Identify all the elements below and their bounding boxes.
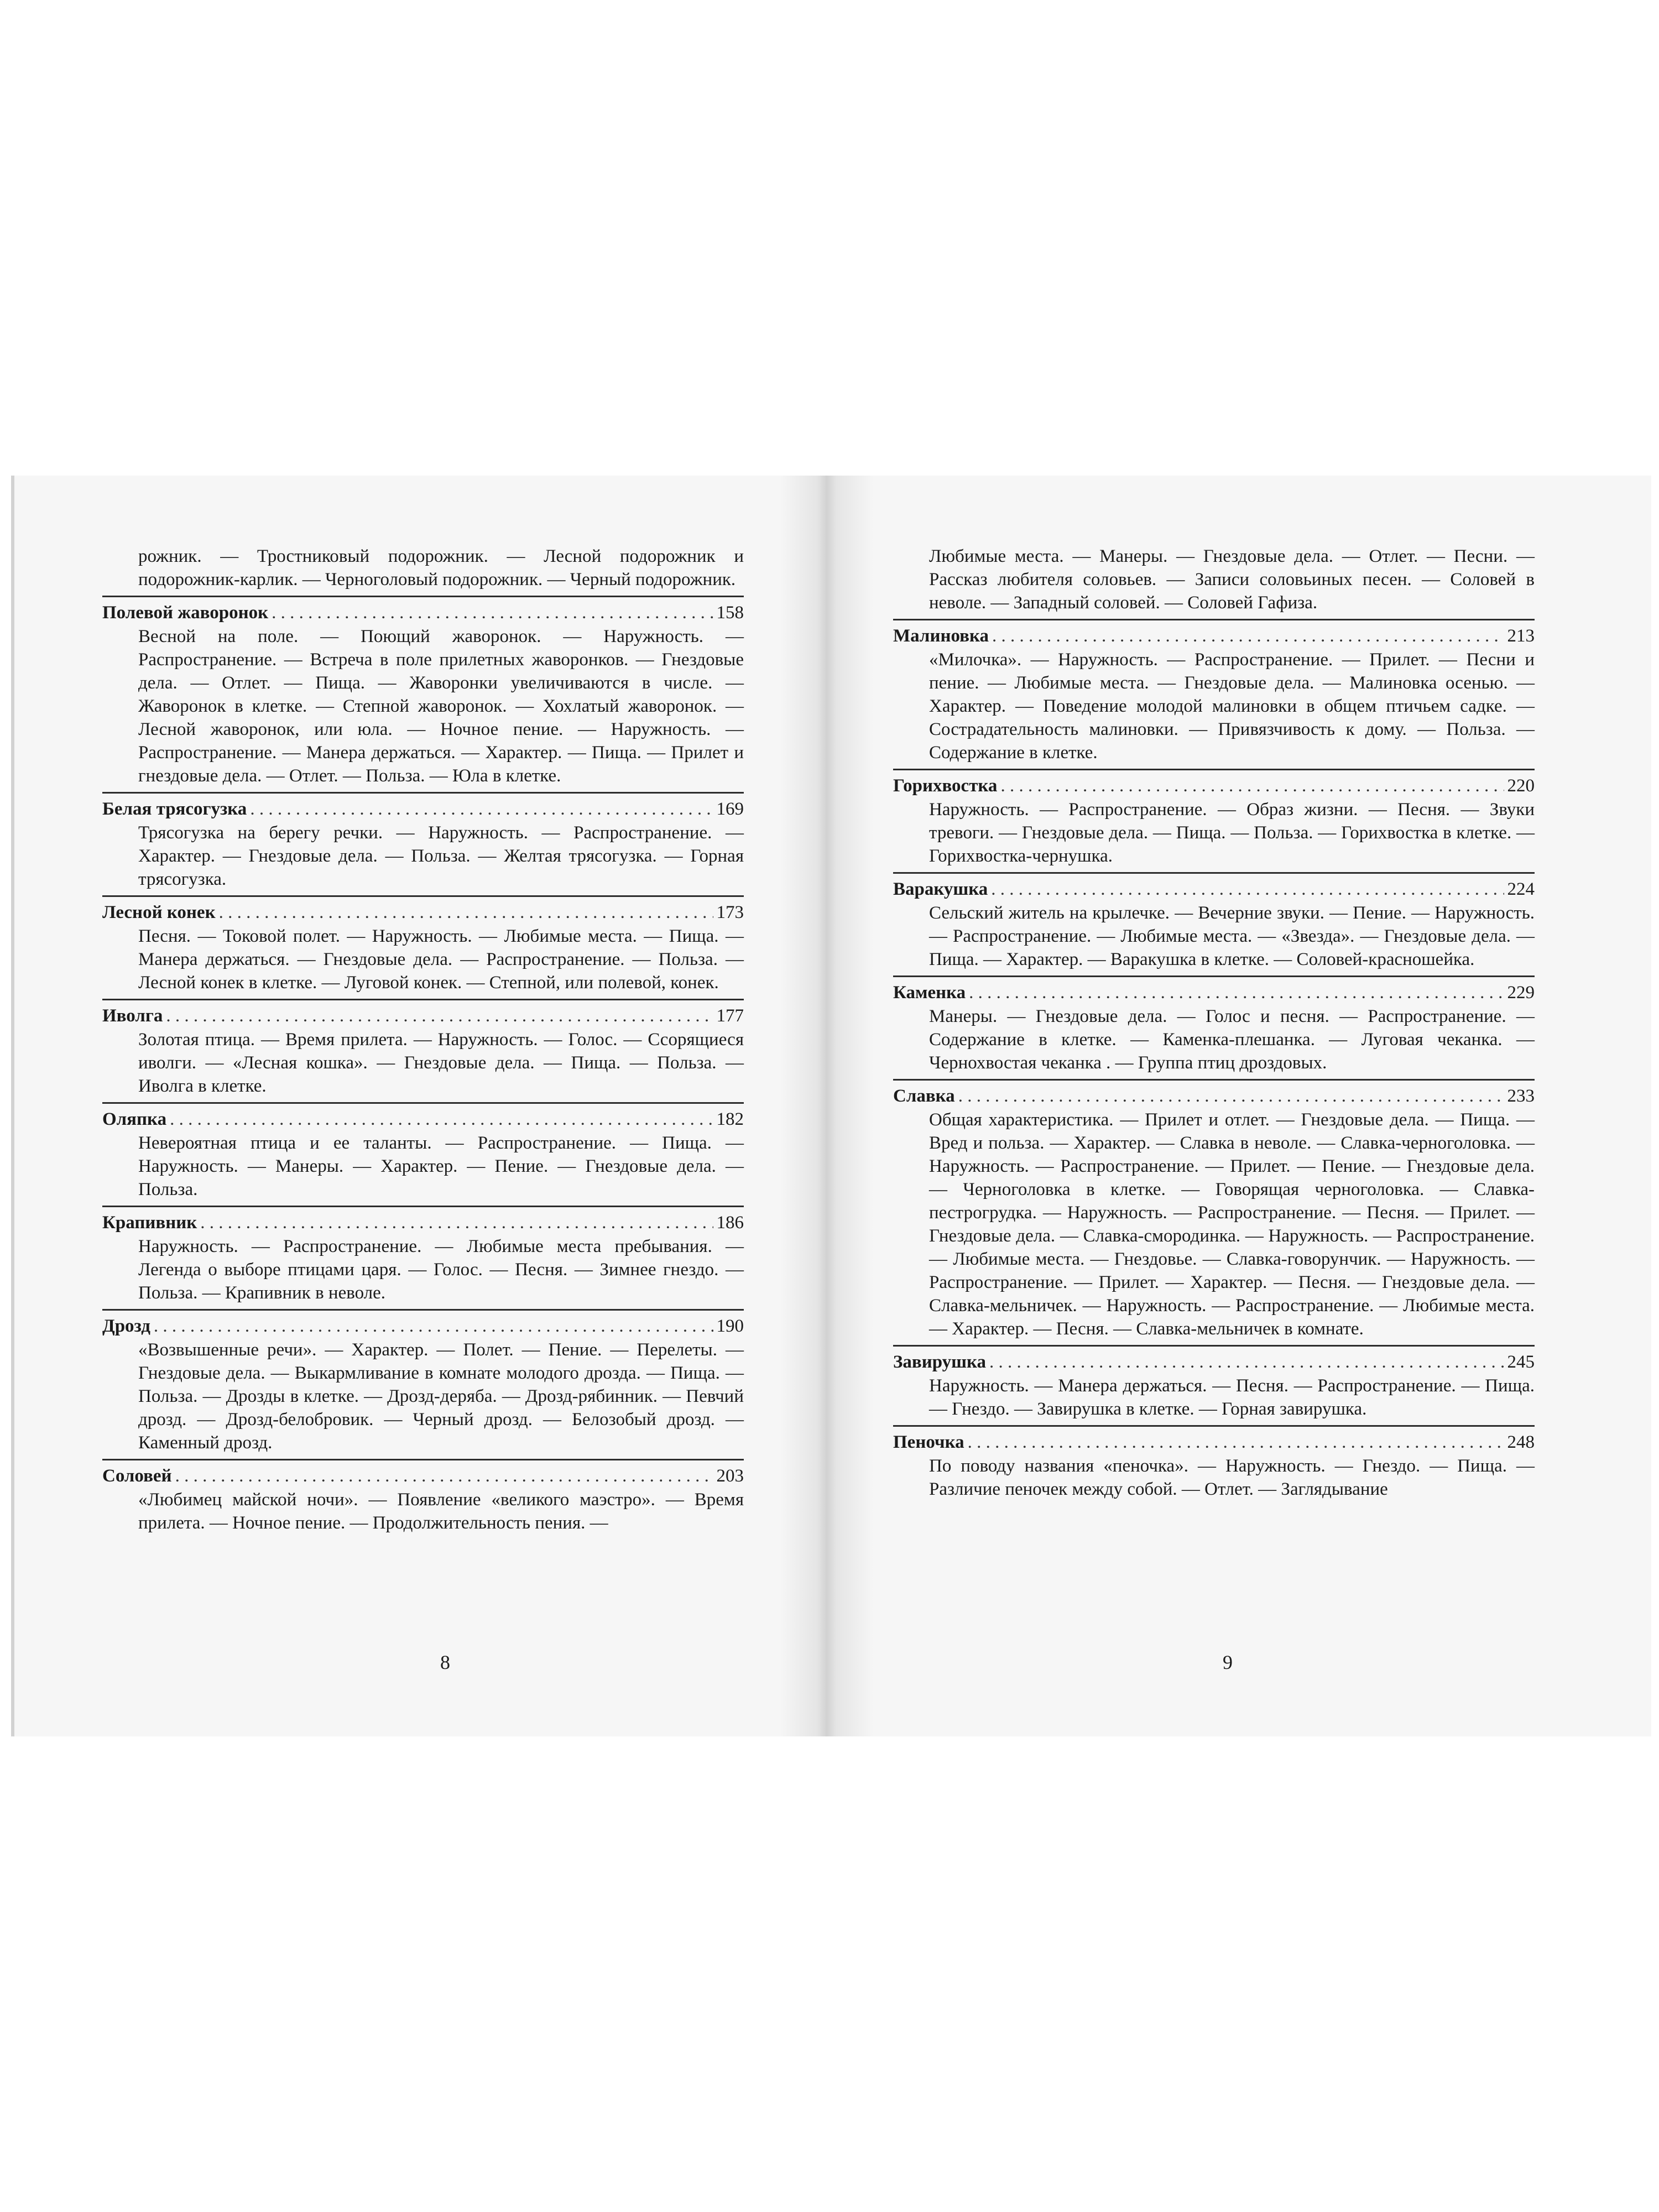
entry-page-number: 173 — [716, 902, 744, 922]
entry-body: Наружность. — Распространение. — Любимые места пребывания. — Легенда о выборе птицами царя. — Голос. — Песня. — Зимнее гнездо. — Польза. — Крапивник в неволе. — [138, 1237, 744, 1303]
entry-page-number: 224 — [1507, 879, 1535, 899]
dot-leader — [991, 877, 1504, 901]
entry-title: Дрозд — [102, 1316, 150, 1336]
right-page — [893, 545, 1535, 1503]
entry-page-number: 158 — [716, 603, 744, 623]
dot-leader — [969, 980, 1504, 1005]
entry-page-number: 245 — [1507, 1352, 1535, 1372]
entry-page-number: 186 — [716, 1213, 744, 1233]
entry-title: Оляпка — [102, 1109, 167, 1129]
entry-body: «Любимец майской ночи». — Появление «великого маэстро». — Время прилета. — Ночное пение. — Продолжительность пения. — — [138, 1490, 744, 1533]
entry-title: Каменка — [893, 983, 966, 1003]
dot-leader — [219, 900, 713, 925]
dot-leader — [170, 1107, 713, 1131]
entry-rule — [893, 619, 1535, 620]
entry-body: Сельский житель на крылечке. — Вечерние звуки. — Пение. — Наружность. — Распространение. — Любимые места. — «Звезда». — Гнездовые дела. — Пища. — Характер. — Варакушка в клетке. — Соловей-красношейка. — [929, 903, 1535, 969]
entry-body: «Милочка». — Наружность. — Распространение. — Прилет. — Песни и пение. — Любимые места. — Гнездовые дела. — Малиновка осенью. — Характер. — Поведение молодой малиновки в общем птичьем садке. — Сострадательность малиновки. — Привязчивость к дому. — Польза. — Содержание в клетке. — [929, 650, 1535, 763]
entry-page-number: 229 — [1507, 983, 1535, 1003]
entry-body: Манеры. — Гнездовые дела. — Голос и песня. — Распространение. — Содержание в клетке. — Каменка-плешанка. — Луговая чеканка. — Чернохвостая чеканка . — Группа птиц дроздовых. — [929, 1006, 1535, 1073]
entry-rule — [102, 1206, 744, 1207]
left-page — [102, 545, 744, 1537]
entry-rule — [102, 1309, 744, 1311]
entry-page-number: 248 — [1507, 1432, 1535, 1452]
entry-rule — [102, 792, 744, 794]
entry-title: Малиновка — [893, 626, 989, 646]
dot-leader — [958, 1084, 1504, 1108]
dot-leader — [166, 1004, 713, 1028]
entry-title: Завирушка — [893, 1352, 987, 1372]
entry-rule — [893, 1425, 1535, 1427]
entry-body: Трясогузка на берегу речки. — Наружность. — Распространение. — Характер. — Гнездовые дела. — Польза. — Желтая трясогузка. — Горная трясогузка. — [138, 823, 744, 889]
entry-title: Варакушка — [893, 879, 988, 899]
toc-entry — [893, 1079, 1535, 1340]
toc-entry — [893, 872, 1535, 971]
page-number-left: 8 — [440, 1651, 450, 1673]
page-number-right: 9 — [1223, 1651, 1233, 1673]
entry-title: Белая трясогузка — [102, 799, 247, 819]
entry-rule — [893, 769, 1535, 770]
entry-rule — [893, 1345, 1535, 1347]
toc-entry — [893, 1345, 1535, 1421]
toc-entry — [102, 596, 744, 787]
toc-entry — [893, 619, 1535, 764]
entry-title: Крапивник — [102, 1213, 197, 1233]
toc-entry — [102, 1206, 744, 1305]
entry-body: Песня. — Токовой полет. — Наружность. — Любимые места. — Пища. — Манера держаться. — Гнездовые дела. — Распространение. — Польза. — Лесной конек в клетке. — Луговой конек. — Степной, или полевой, конек. — [138, 926, 744, 993]
entry-page-number: 213 — [1507, 626, 1535, 646]
entry-page-number: 233 — [1507, 1086, 1535, 1106]
toc-entry — [893, 1425, 1535, 1501]
entry-page-number: 190 — [716, 1316, 744, 1336]
toc-entry — [102, 1459, 744, 1535]
dot-leader — [992, 624, 1504, 648]
entry-rule — [102, 999, 744, 1000]
left-top-continuation: рожник. — Тростниковый подорожник. — Лесной подорожник и подорожник-карлик. — Черноголовый подорожник. — Черный подорожник. — [138, 546, 744, 589]
dot-leader — [154, 1314, 713, 1338]
entry-page-number: 177 — [716, 1006, 744, 1026]
entry-rule — [102, 895, 744, 897]
entry-page-number: 220 — [1507, 776, 1535, 796]
entry-title: Горихвостка — [893, 776, 998, 796]
dot-leader — [250, 797, 713, 821]
dot-leader — [200, 1211, 713, 1235]
entry-body: Весной на поле. — Поющий жаворонок. — Наружность. — Распространение. — Встреча в поле прилетных жаворонков. — Гнездовые дела. — Отлет. — Пища. — Жаворонки увеличиваются в числе. — Жаворонок в клетке. — Степной жаворонок. — Хохлатый жаворонок. — Лесной жаворонок, или юла. — Ночное пение. — Наружность. — Распространение. — Манера держаться. — Характер. — Пища. — Прилет и гнездовые дела. — Отлет. — Польза. — Юла в клетке. — [138, 627, 744, 786]
entry-rule — [102, 596, 744, 597]
entry-body: Наружность. — Распространение. — Образ жизни. — Песня. — Звуки тревоги. — Гнездовые дела. — Пища. — Польза. — Горихвостка в клетке. — Горихвостка-чернушка. — [929, 800, 1535, 866]
entry-title: Иволга — [102, 1006, 163, 1026]
entry-title: Славка — [893, 1086, 955, 1106]
entry-rule — [102, 1102, 744, 1104]
right-top-continuation: Любимые места. — Манеры. — Гнездовые дела. — Отлет. — Песни. — Рассказ любителя соловьев. — Записи соловьиных песен. — Соловей в неволе. — Западный соловей. — Соловей Гафиза. — [929, 546, 1535, 613]
entry-title: Лесной конек — [102, 902, 216, 922]
dot-leader — [175, 1464, 713, 1488]
dot-leader — [272, 601, 713, 625]
entry-page-number: 169 — [716, 799, 744, 819]
entry-title: Пеночка — [893, 1432, 964, 1452]
dot-leader — [989, 1350, 1504, 1374]
entry-page-number: 203 — [716, 1466, 744, 1486]
toc-entry — [893, 975, 1535, 1074]
toc-entry — [893, 769, 1535, 868]
entry-title: Полевой жаворонок — [102, 603, 269, 623]
book-gutter — [780, 476, 874, 1736]
entry-rule — [893, 872, 1535, 874]
entry-page-number: 182 — [716, 1109, 744, 1129]
entry-body: Общая характеристика. — Прилет и отлет. — Гнездовые дела. — Пища. — Вред и польза. — Характер. — Славка в неволе. — Славка-черноголовка. — Наружность. — Распространение. — Прилет. — Пение. — Гнездовые дела. — Черноголовка в клетке. — Говорящая черноголовка. — Славка-пестрогрудка. — Наружность. — Распространение. — Песня. — Прилет. — Гнездовые дела. — Славка-смородинка. — Наружность. — Распространение. — Любимые места. — Гнездовье. — Славка-говорунчик. — Наружность. — Распространение. — Прилет. — Характер. — Песня. — Гнездовые дела. — Славка-мельничек. — Наружность. — Распространение. — Любимые места. — Характер. — Песня. — Славка-мельничек в комнате. — [929, 1110, 1535, 1339]
toc-entry — [102, 1102, 744, 1201]
toc-entry — [102, 792, 744, 891]
entry-rule — [102, 1459, 744, 1460]
toc-entry — [102, 999, 744, 1098]
entry-title: Соловей — [102, 1466, 172, 1486]
entry-body: Наружность. — Манера держаться. — Песня. — Распространение. — Пища. — Гнездо. — Завирушка в клетке. — Горная завирушка. — [929, 1376, 1535, 1419]
entry-rule — [893, 975, 1535, 977]
dot-leader — [968, 1430, 1504, 1454]
entry-body: По поводу названия «пеночка». — Наружность. — Гнездо. — Пища. — Различие пеночек между собой. — Отлет. — Заглядывание — [929, 1456, 1535, 1499]
toc-entry — [102, 1309, 744, 1454]
entry-body: «Возвышенные речи». — Характер. — Полет. — Пение. — Перелеты. — Гнездовые дела. — Выкармливание в комнате молодого дрозда. — Пища. — Польза. — Дрозды в клетке. — Дрозд-деряба. — Дрозд-рябинник. — Певчий дрозд. — Дрозд-белобровик. — Черный дрозд. — Белозобый дрозд. — Каменный дрозд. — [138, 1340, 744, 1453]
dot-leader — [1000, 774, 1504, 798]
entry-body: Невероятная птица и ее таланты. — Распространение. — Пища. — Наружность. — Манеры. — Характер. — Пение. — Гнездовые дела. — Польза. — [138, 1133, 744, 1199]
entry-rule — [893, 1079, 1535, 1081]
toc-entry — [102, 895, 744, 994]
entry-body: Золотая птица. — Время прилета. — Наружность. — Голос. — Ссорящиеся иволги. — «Лесная кошка». — Гнездовые дела. — Пища. — Польза. — Иволга в клетке. — [138, 1030, 744, 1096]
